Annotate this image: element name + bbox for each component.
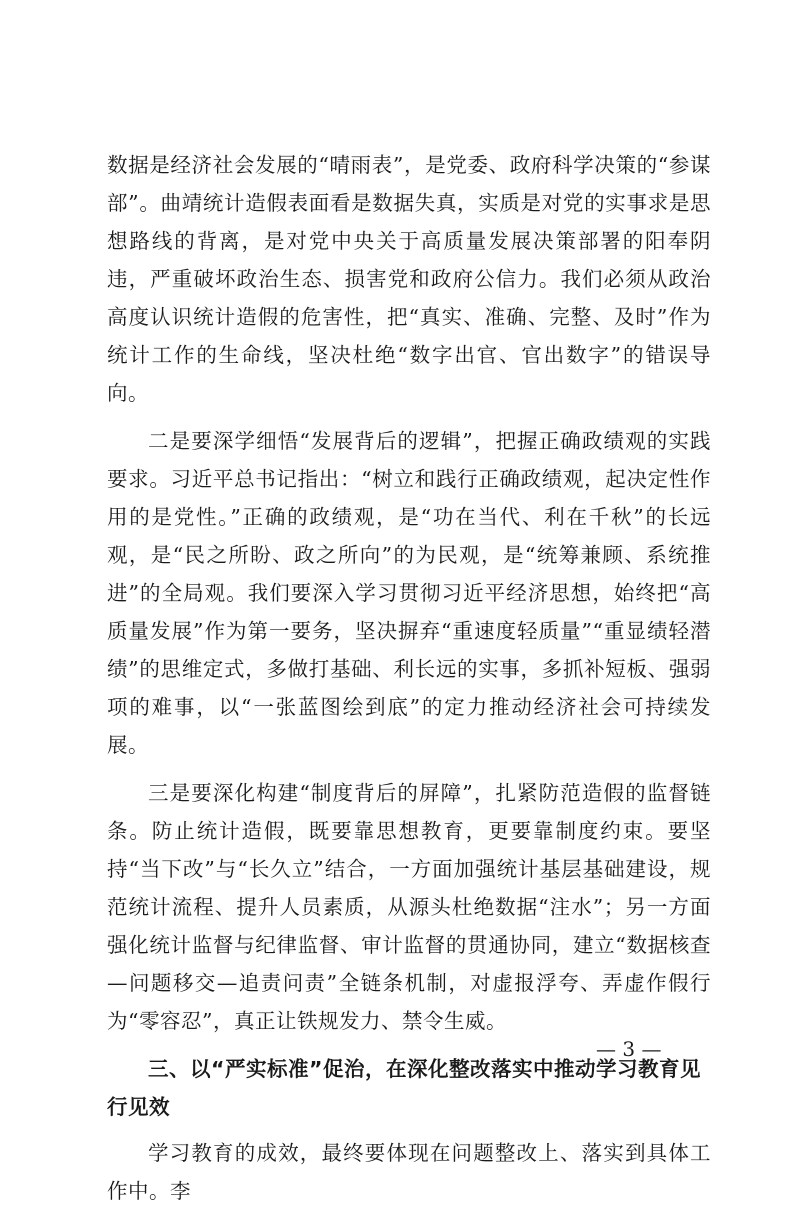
section-heading-three: 三、以“严实标准”促治，在深化整改落实中推动学习教育见行见效 (107, 1057, 701, 1119)
paragraph-learning-results: 学习教育的成效，最终要体现在问题整改上、落实到具体工作中。李 (107, 1141, 711, 1203)
page-number: — 3 — (596, 1037, 662, 1061)
paragraph-correct-performance-view: 二是要深学细悟“发展背后的逻辑”，把握正确政绩观的实践要求。习近平总书记指出：“树立和践行正确政绩观，起决定性作用的是党性。”正确的政绩观，是“功在当代、利在千秋”的长远观，是“民之所盼、政之所向”的为民观，是“统筹兼顾、系统推进”的全局观。我们要深入学习贯彻习近平经济思想，始终把“高质量发展”作为第一要务，坚决摒弃“重速度轻质量”“重显绩轻潜绩”的思维定式，多做打基础、利长远的实事，多抓补短板、强弱项的难事，以“一张蓝图绘到底”的定力推动经济社会可持续发展。 (107, 429, 711, 757)
paragraph-supervision-system: 三是要深化构建“制度背后的屏障”，扎紧防范造假的监督链条。防止统计造假，既要靠思想教育，更要靠制度约束。要坚持“当下改”与“长久立”结合，一方面加强统计基层基础建设，规范统计流程、提升人员素质，从源头杜绝数据“注水”；另一方面强化统计监督与纪律监督、审计监督的贯通协同，建立“数据核查—问题移交—追责问责”全链条机制，对虚报浮夸、弄虚作假行为“零容忍”，真正让铁规发力、禁令生威。 (107, 781, 711, 1033)
paragraph-statistics-importance: 数据是经济社会发展的“晴雨表”，是党委、政府科学决策的“参谋部”。曲靖统计造假表面看是数据失真，实质是对党的实事求是思想路线的背离，是对党中央关于高质量发展决策部署的阳奉阴违，严重破坏政治生态、损害党和政府公信力。我们必须从政治高度认识统计造假的危害性，把“真实、准确、完整、及时”作为统计工作的生命线，坚决杜绝“数字出官、官出数字”的错误导向。 (107, 153, 711, 405)
